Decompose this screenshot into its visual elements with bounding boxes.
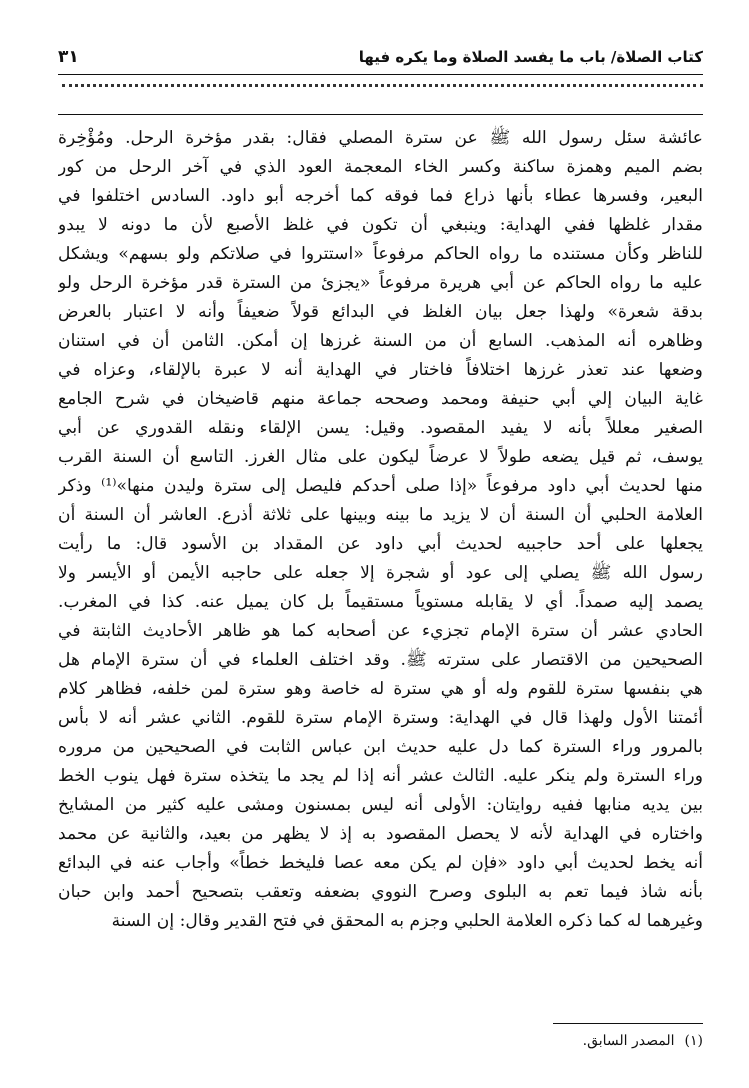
text-line: يصمد إليه صمداً. أي لا يقابله مستوياً مستقيماً بل كان يميل عنه. كذا في المغرب. bbox=[58, 592, 703, 612]
footnote-separator bbox=[553, 1023, 703, 1024]
footnote bbox=[58, 1030, 703, 1052]
text-line: بين يديه منابها ففيه روايتان: الأولى أنه ليس بمسنون ومشى عليه كثير من المشايخ bbox=[58, 795, 703, 815]
text-line: واختاره في الهداية لأنه لا يحصل المقصود به إذ لا يظهر من بعيد، والثانية عن محمد bbox=[58, 824, 703, 844]
text-line: عائشة سئل رسول الله ﷺ عن سترة المصلي فقال: بقدر مؤخرة الرحل. ومُؤْخِرة bbox=[58, 128, 703, 148]
text-line: يوسف، ثم قيل يضعه طولاً لا عرضاً ليكون على مثال الغرز. التاسع أن السنة القرب bbox=[58, 447, 703, 467]
text-line: للناظر وكأن مستنده ما رواه الحاكم مرفوعاً «استتروا في صلاتكم ولو بسهم» ويشكل bbox=[58, 244, 703, 264]
text-line: أنه يخط لحديث أبي داود «فإن لم يكن معه عصا فليخط خطاً» وأجاب عنه في البدائع bbox=[58, 853, 703, 873]
text-line: البعير، وفسرها عطاء بأنها ذراع فما فوقه كما أخرجه أبو داود. السادس اختلفوا في bbox=[58, 186, 703, 206]
text-line: بأنه شاذ فيما تعم به البلوى وصرح النووي بضعفه وتعقب بتصحيح أحمد وابن حبان bbox=[58, 882, 703, 902]
text-line: غاية البيان إلي أبي حنيفة ومحمد وصححه جماعة منهم قاضيخان في شرح الجامع bbox=[58, 389, 703, 409]
text-line: الحادي عشر أن سترة الإمام تجزيء عن أصحابه كما هو ظاهر الأحاديث الثابتة في bbox=[58, 621, 703, 641]
text-line: منها لحديث أبي داود مرفوعاً «إذا صلى أحدكم فليصل إلى سترة وليدن منها»⁽¹⁾ وذكر bbox=[58, 476, 703, 496]
text-line: وضعها عند تعذر غرزها اختلافاً فاختار في الهداية أنه لا عبرة بالإلقاء، وعزاه في bbox=[58, 360, 703, 380]
text-line: يجعلها على أحد حاجبيه لحديث أبي داود عن المقداد بن الأسود قال: ما رأيت bbox=[58, 534, 703, 554]
running-head bbox=[58, 40, 703, 75]
body-text bbox=[58, 124, 703, 936]
text-line: أئمتنا الأول ولهذا قال في الهداية: وسترة الإمام سترة للقوم. الثاني عشر أنه لا بأس bbox=[58, 708, 703, 728]
text-line: الصحيحين من الاقتصار على سترته ﷺ. وقد اختلف العلماء في أن سترة الإمام هل bbox=[58, 650, 703, 670]
text-line: بدقة شعرة» ولهذا جعل بيان الغلظ في البدائع قولاً ضعيفاً وأنه لا اعتبار بالعرض bbox=[58, 302, 703, 322]
text-line: العلامة الحلبي أن السنة أن لا يزيد ما بينه وبينها على ثلاثة أذرع. العاشر أن السنة أن bbox=[58, 505, 703, 525]
text-line: وظاهره أنه المذهب. السابع أن من السنة غرزها إن أمكن. الثامن أن في استنان bbox=[58, 331, 703, 351]
text-line: وراء السترة ولم ينكر عليه. الثالث عشر أنه إذا لم يجد ما يتخذه سترة فهل ينوب الخط bbox=[58, 766, 703, 786]
text-line: رسول الله ﷺ يصلي إلى عود أو شجرة إلا جعله على حاجبه الأيمن أو الأيسر ولا bbox=[58, 563, 703, 583]
text-line: الصغير معللاً بأنه لا يفيد المقصود. وقيل: يسن الإلقاء ونقله القدوري عن أبي bbox=[58, 418, 703, 438]
page-number: ٣١ bbox=[58, 47, 79, 67]
footnote-text: المصدر السابق. bbox=[582, 1033, 675, 1049]
header-rule bbox=[58, 114, 703, 115]
text-line: عليه ما رواه الحاكم عن أبي هريرة مرفوعاً «يجزئ من السترة قدر مؤخرة الرحل ولو bbox=[58, 273, 703, 293]
dotted-separator bbox=[62, 84, 703, 87]
text-line: بالمرور وراء السترة كما دل عليه حديث ابن عباس الثابت في الصحيحين من مروره bbox=[58, 737, 703, 757]
running-title: كتاب الصلاة/ باب ما يفسد الصلاة وما يكره فيها bbox=[358, 48, 703, 66]
text-line: مقدار غلظها ففي الهداية: وينبغي أن تكون في غلظ الأصبع لأن ما دونه لا يبدو bbox=[58, 215, 703, 235]
text-line: هي بنفسها سترة للقوم وله أو هي سترة له خاصة وهو سترة لمن خلفه، فظاهر كلام bbox=[58, 679, 703, 699]
text-line: بضم الميم وهمزة ساكنة وكسر الخاء المعجمة العود الذي في آخر الرحل من كور bbox=[58, 157, 703, 177]
footnote-marker: (١) bbox=[684, 1033, 703, 1049]
text-line: وغيرهما له كما ذكره العلامة الحلبي وجزم به المحقق في فتح القدير وقال: إن السنة bbox=[111, 911, 703, 931]
